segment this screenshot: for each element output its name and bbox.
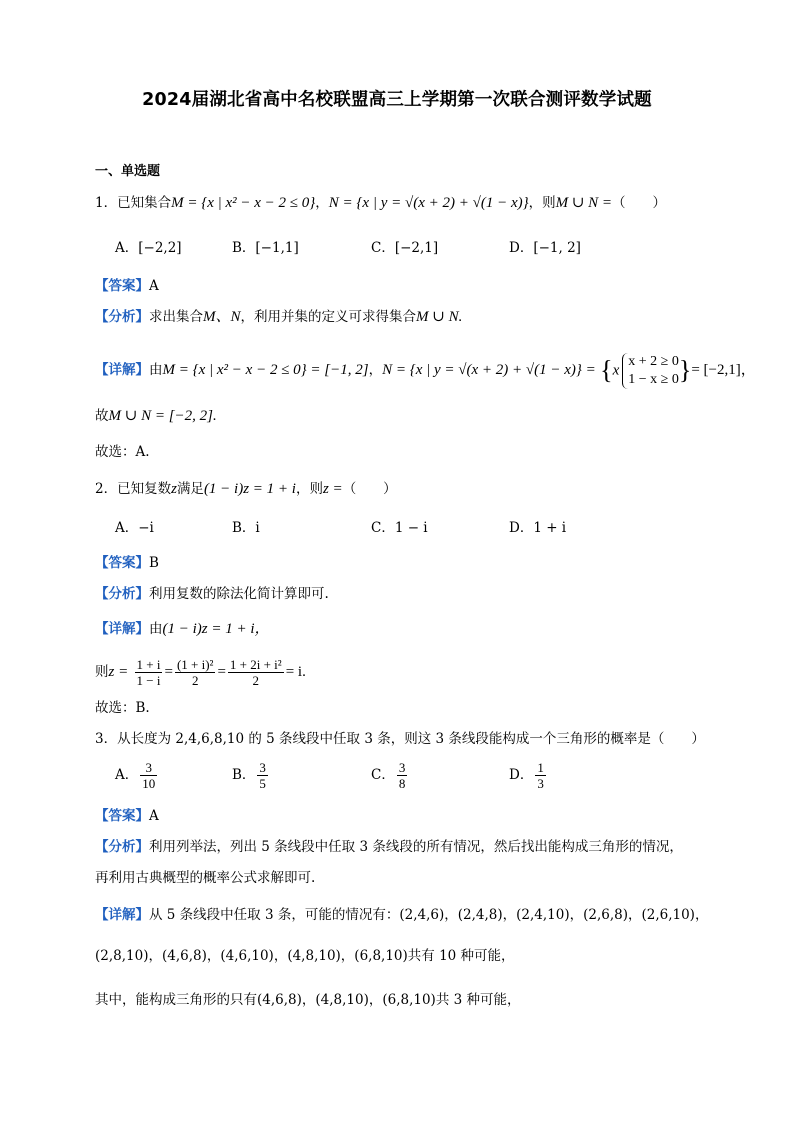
q2-stem-d: （ ） [342, 481, 397, 497]
q2-stem-b: 满足 [176, 481, 204, 497]
q3-option-a-fraction [140, 760, 157, 791]
q1-detail-a: 由 [149, 362, 163, 378]
q1-stem-a: 1．已知集合 [95, 195, 172, 211]
q3-option-b-label: B． [232, 767, 256, 783]
q3-detail-1 [95, 905, 708, 925]
q2-detail [95, 619, 270, 639]
q1-detail-result: = [−2,1]， [691, 362, 756, 378]
q3-option-a [115, 760, 159, 791]
q1-stem [95, 193, 666, 213]
q2-option-d: D．1 + i [509, 520, 567, 536]
q1-set-n: N = {x | y = √(x + 2) + √(1 − x)} [328, 195, 529, 211]
q1-conclusion [95, 406, 217, 426]
q3-analysis-2: 再利用古典概型的概率公式求解即可. [95, 870, 316, 886]
q1-brace: { [600, 355, 613, 385]
q2-f3-denominator: 2 [252, 673, 260, 688]
q1-analysis-mn: M、N [203, 309, 241, 325]
q1-detail [95, 348, 756, 393]
q1-detail-b: ， [368, 362, 383, 378]
document-title: 2024届湖北省高中名校联盟高三上学期第一次联合测评数学试题 [142, 90, 652, 110]
q2-z: z [171, 481, 177, 497]
q1-stem-d: （ ） [612, 195, 667, 211]
q2-fraction-3 [228, 657, 284, 688]
q1-detail-m: M = {x | x² − x − 2 ≤ 0} = [−1, 2] [162, 362, 369, 378]
analysis-tag: 【分析】 [95, 839, 149, 855]
answer-tag: 【答案】 [95, 808, 149, 824]
q1-analysis-union: M ∪ N. [416, 309, 463, 325]
q3-option-d [509, 760, 548, 791]
q2-analysis-text: 利用复数的除法化简计算即可. [149, 586, 329, 602]
q2-answer-value: B [149, 555, 159, 571]
q3-analysis-1 [95, 837, 683, 857]
q2-stem-a: 2．已知复数 [95, 481, 172, 497]
q1-ineq-2: 1 − x ≥ 0 [628, 371, 679, 387]
q2-f1-denominator: 1 − i [136, 673, 161, 688]
q2-f1-numerator: 1 + i [136, 657, 161, 672]
q2-z2: z = [322, 481, 343, 497]
q1-conclusion-a: 故 [95, 408, 109, 424]
q1-stem-b: ， [315, 195, 329, 211]
answer-tag: 【答案】 [95, 555, 149, 571]
q3-detail-3: 其中，能构成三角形的只有(4,6,8)，(4,8,10)，(6,8,10)共 3 种可能， [95, 992, 521, 1008]
q1-inequality-system [622, 353, 679, 389]
q2-stem [95, 479, 397, 499]
q2-fraction-1 [135, 657, 163, 688]
q3-answer-value: A [149, 808, 159, 824]
q2-f3-numerator: 1 + 2i + i² [229, 657, 282, 672]
q1-brace-close: } [678, 355, 692, 385]
detail-tag: 【详解】 [95, 907, 149, 923]
q2-option-a: A．−i [115, 520, 154, 536]
q3-option-b-fraction [257, 760, 268, 791]
q1-choice: 故选：A. [95, 444, 150, 460]
section-heading: 一、单选题 [95, 164, 161, 179]
q3-answer [95, 806, 159, 826]
q2-f2-denominator: 2 [191, 673, 199, 688]
q2-detail-a: 由 [149, 621, 163, 637]
detail-tag: 【详解】 [95, 621, 149, 637]
q2-answer [95, 553, 159, 573]
q3-option-b [232, 760, 270, 791]
q3-detail-text-1: 从 5 条线段中任取 3 条，可能的情况有：(2,4,6)，(2,4,8)，(2,4,10)，(2,6,8)，(2,6,10)， [149, 907, 709, 923]
q1-analysis [95, 307, 462, 327]
detail-tag: 【详解】 [95, 362, 149, 378]
q1-ineq-1: x + 2 ≥ 0 [628, 353, 679, 369]
q3-c-den: 8 [398, 776, 406, 791]
q2-eq-1: = [164, 664, 173, 680]
q3-a-num: 3 [140, 760, 157, 776]
q3-detail-2: (2,8,10)，(4,6,8)，(4,6,10)，(4,8,10)，(6,8,10)共有 10 种可能， [95, 948, 515, 964]
q1-union: M ∪ N = [555, 195, 613, 211]
q2-detail-equation: (1 − i)z = 1 + i， [162, 621, 270, 637]
q3-b-num: 3 [259, 760, 266, 775]
q2-then: 则 [95, 664, 109, 680]
q2-eq-2: = [217, 664, 226, 680]
q1-conclusion-b: M ∪ N = [−2, 2]. [108, 408, 217, 424]
q1-answer [95, 276, 159, 296]
q2-fraction-2 [175, 657, 216, 688]
q2-then-z: z = [108, 664, 129, 680]
q3-stem: 3．从长度为 2,4,6,8,10 的 5 条线段中任取 3 条，则这 3 条线段能构成一个三角形的概率是（ ） [95, 731, 705, 747]
answer-tag: 【答案】 [95, 278, 149, 294]
q3-a-den: 10 [142, 776, 156, 791]
q1-option-c: C．[−2,1] [371, 240, 439, 256]
q2-f2-numerator: (1 + i)² [176, 657, 214, 672]
q2-derivation [95, 654, 306, 690]
q3-option-c-fraction [397, 760, 408, 791]
q3-d-den: 3 [537, 776, 544, 791]
q1-option-d: D．[−1, 2] [509, 240, 581, 256]
q3-b-den: 5 [259, 776, 266, 791]
q2-equation: (1 − i)z = 1 + i [203, 481, 296, 497]
q1-option-b: B．[−1,1] [232, 240, 299, 256]
q1-answer-value: A [149, 278, 159, 294]
q1-analysis-b: ，利用并集的定义可求得集合 [240, 309, 417, 325]
q3-option-c-label: C． [371, 767, 395, 783]
q2-stem-c: ，则 [295, 481, 323, 497]
q3-option-d-label: D． [509, 767, 534, 783]
q3-option-d-fraction [535, 760, 546, 791]
q2-result: = i. [285, 664, 306, 680]
analysis-tag: 【分析】 [95, 586, 149, 602]
q2-choice: 故选：B. [95, 700, 150, 716]
analysis-tag: 【分析】 [95, 309, 149, 325]
q1-stem-c: ，则 [528, 195, 556, 211]
q3-c-num: 3 [398, 760, 406, 775]
q1-set-m: M = {x | x² − x − 2 ≤ 0} [171, 195, 316, 211]
q1-var-x: x [612, 362, 620, 379]
q2-option-b: B．i [232, 520, 260, 536]
q1-analysis-a: 求出集合 [149, 309, 203, 325]
q2-analysis [95, 584, 329, 604]
q3-d-num: 1 [537, 760, 544, 775]
q2-option-c: C．1 − i [371, 520, 428, 536]
q3-option-a-label: A． [115, 767, 139, 783]
q1-detail-n: N = {x | y = √(x + 2) + √(1 − x)} = [382, 362, 596, 378]
q3-option-c [371, 760, 409, 791]
q3-analysis-text-1: 利用列举法，列出 5 条线段中任取 3 条线段的所有情况，然后找出能构成三角形的情况， [149, 839, 683, 855]
q1-option-a: A．[−2,2] [115, 240, 182, 256]
